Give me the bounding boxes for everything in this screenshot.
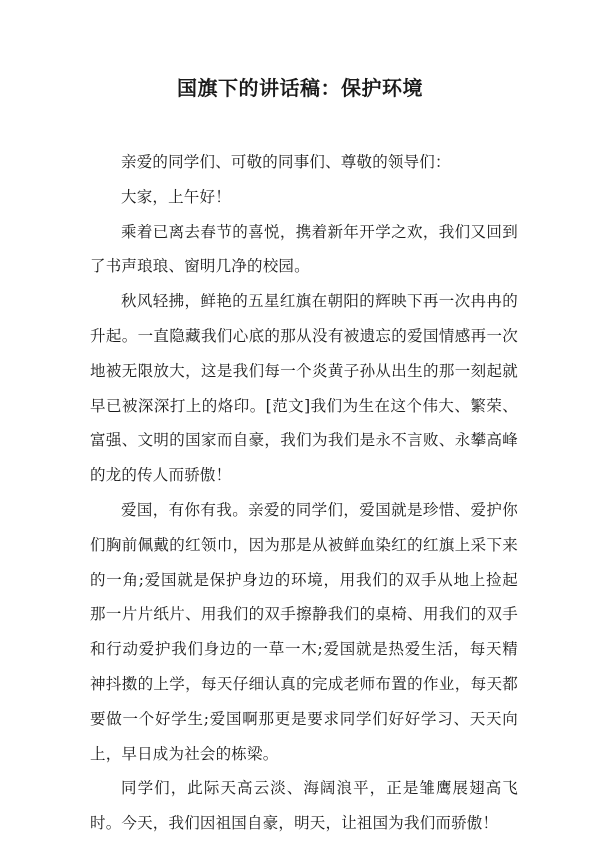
paragraph-flag-raising: 秋风轻拂，鲜艳的五星红旗在朝阳的辉映下再一次冉冉的升起。一直隐藏我们心底的那从没有被遗忘的爱国情感再一次地被无限放大，这是我们每一个炎黄子孙从出生的那一刻起就早已被深深打上的烙印。[范文]我们为生在这个伟大、繁荣、富强、文明的国家而自豪，我们为我们是永不言败、永攀高峰的龙的传人而骄傲！ — [90, 292, 518, 485]
paragraph-greeting: 大家，上午好！ — [121, 187, 231, 206]
page-title: 国旗下的讲话稿：保护环境 — [177, 76, 423, 100]
paragraph-patriotism: 爱国，有你有我。亲爱的同学们，爱国就是珍惜、爱护你们胸前佩戴的红领巾，因为那是从被鲜血染红的红旗上采下来的一角;爱国就是保护身边的环境，用我们的双手从地上捡起那一片片纸片、用我们的双手擦静我们的桌椅、用我们的双手和行动爱护我们身边的一草一木;爱国就是热爱生活，每天精神抖擞的上学，每天仔细认真的完成老师布置的作业，每天都要做一个好学生;爱国啊那更是要求同学们好好学习、天天向上，早日成为社会的栋梁。 — [90, 500, 518, 763]
paragraph-closing: 同学们，此际天高云淡、海阔浪平，正是雏鹰展翅高飞时。今天，我们因祖国自豪，明天，让祖国为我们而骄傲！ — [90, 779, 518, 833]
paragraph-intro: 乘着已离去春节的喜悦，携着新年开学之欢，我们又回到了书声琅琅、窗明几净的校园。 — [90, 222, 518, 276]
paragraph-salutation: 亲爱的同学们、可敬的同事们、尊敬的领导们： — [121, 153, 451, 171]
document-body — [90, 145, 518, 841]
